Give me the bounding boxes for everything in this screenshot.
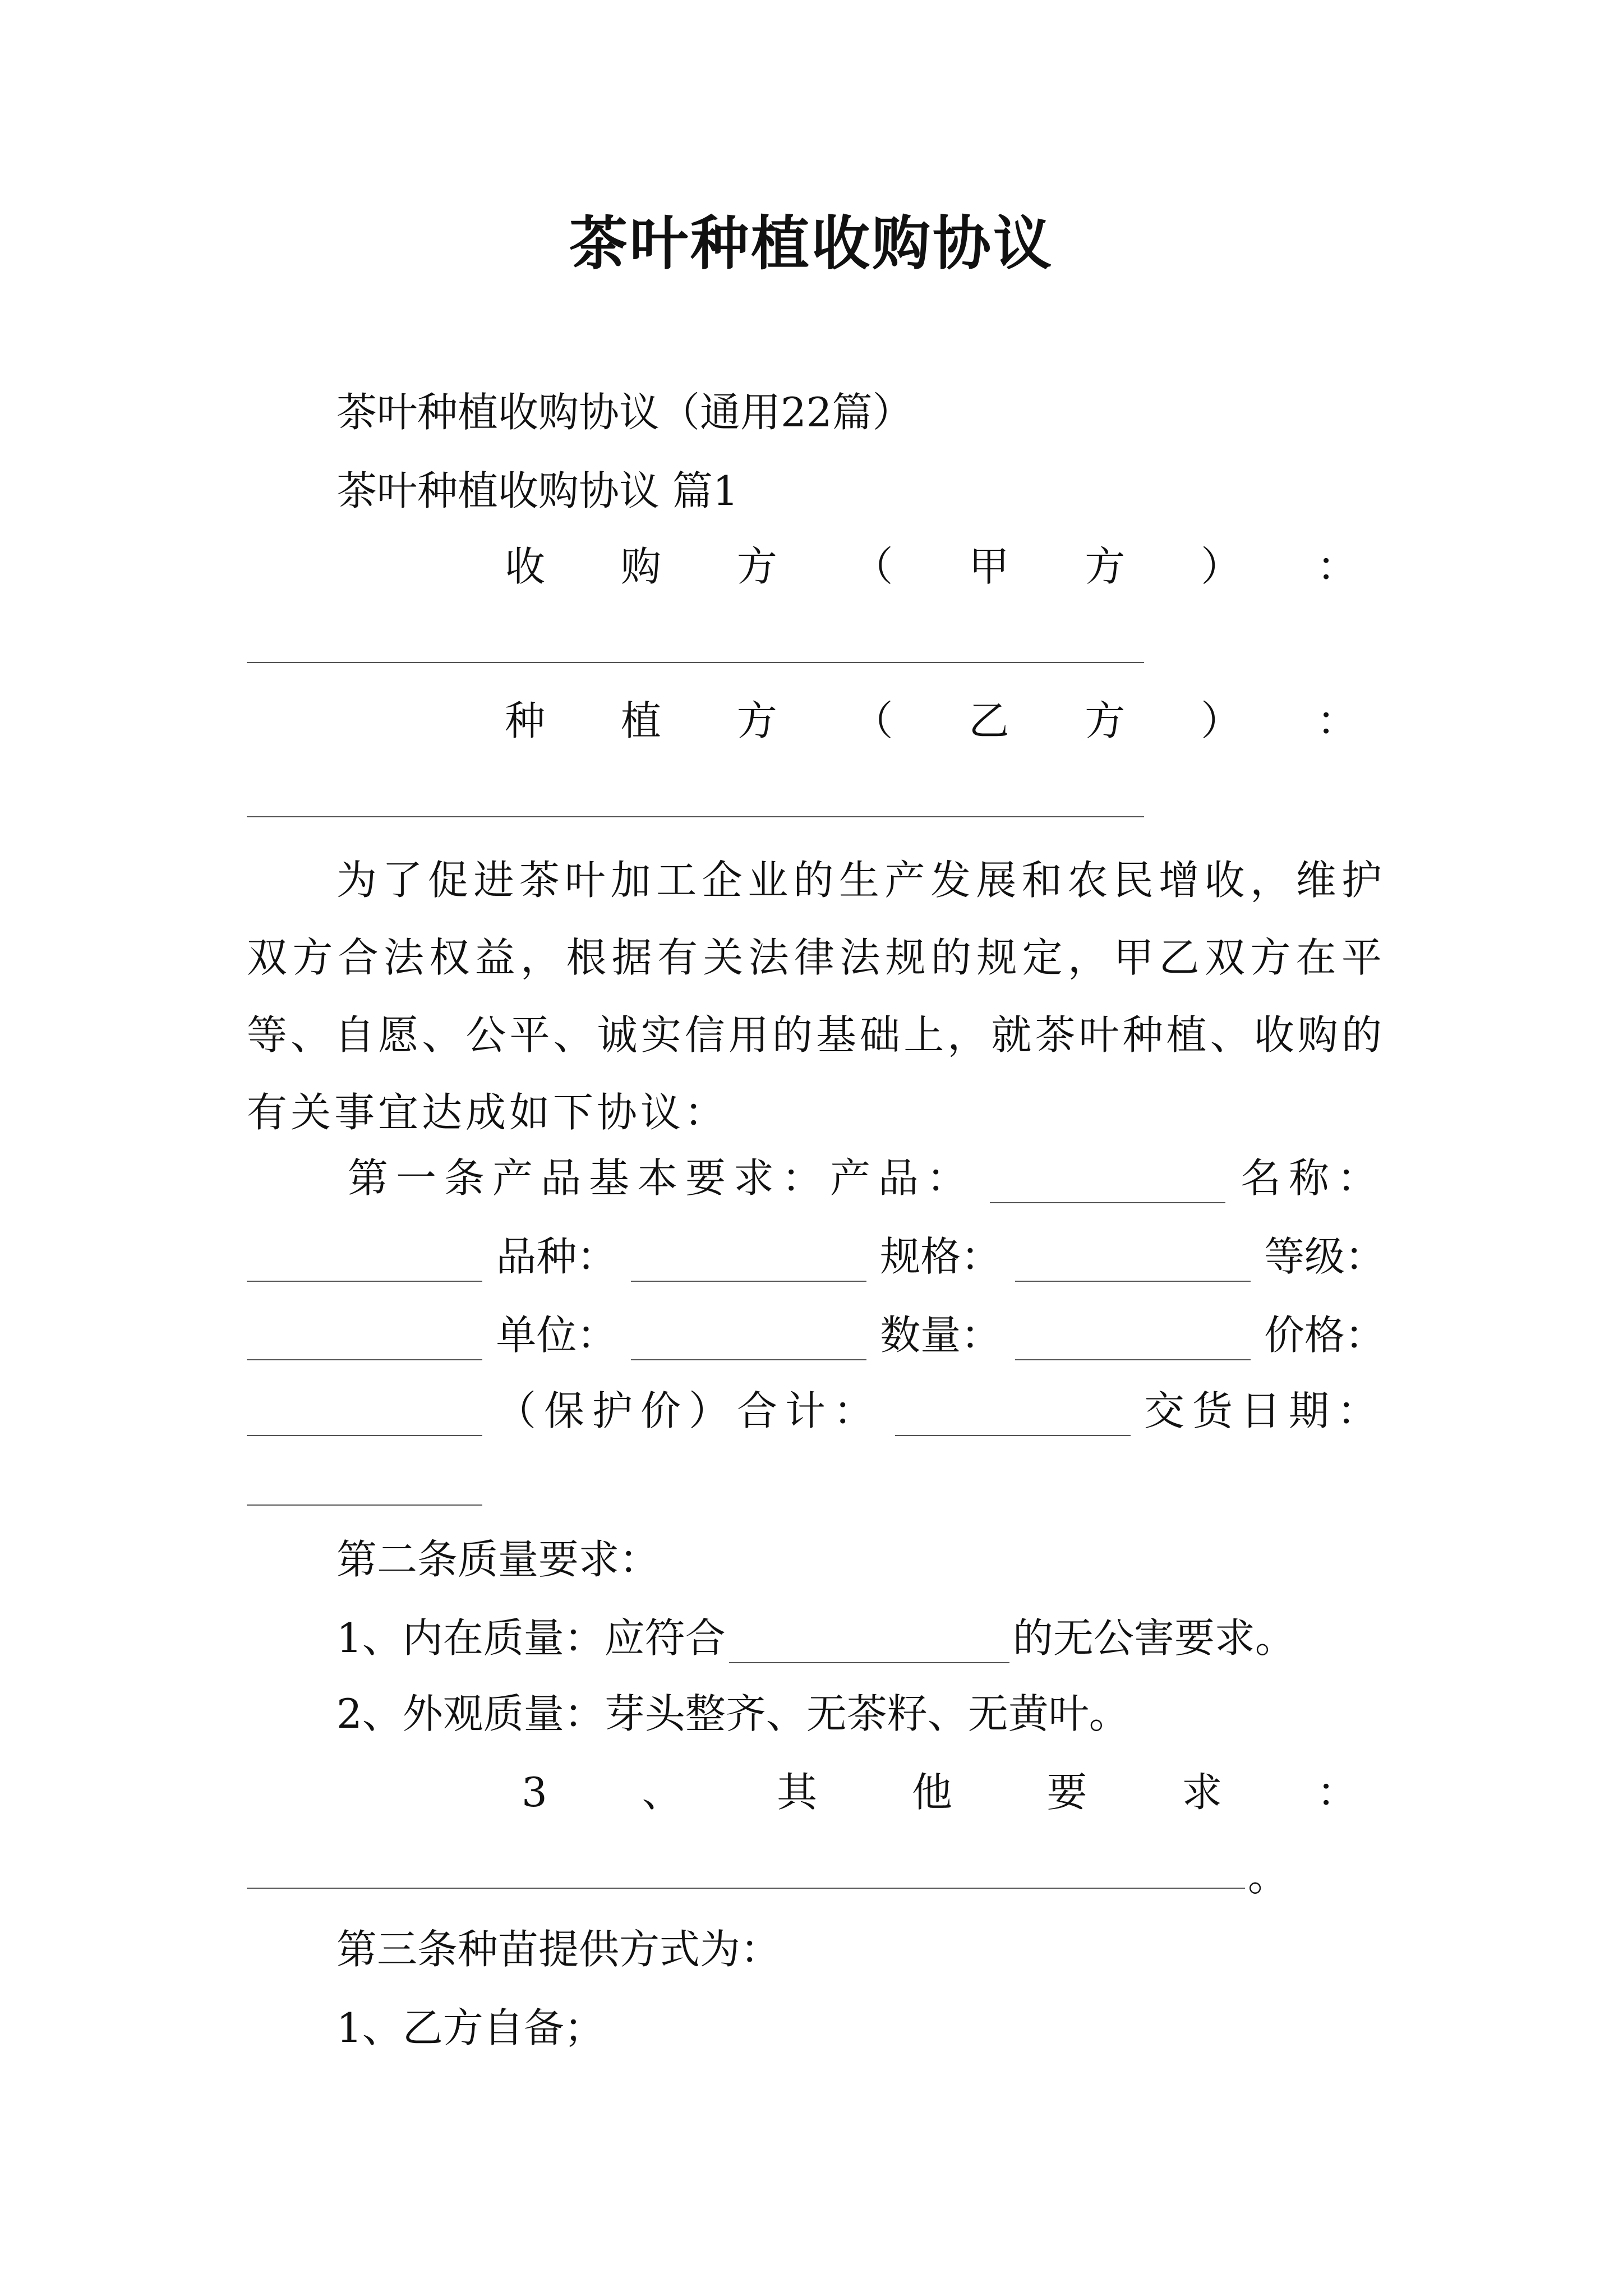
- grower-char: 方: [736, 697, 777, 744]
- buyer-char: ：: [1316, 543, 1357, 590]
- item3-end-period: 。: [1248, 1853, 1289, 1900]
- article1-row3: [247, 1310, 1385, 1360]
- buyer-char: 甲: [969, 543, 1009, 590]
- item3-char: 其: [777, 1769, 818, 1816]
- buyer-label: [505, 541, 1357, 592]
- protect-price-label: （保护价）合计：: [495, 1387, 882, 1434]
- article2-item1-post: 的无公害要求。: [1012, 1614, 1295, 1662]
- grower-char: ：: [1316, 697, 1357, 744]
- article2-item3: [522, 1767, 1357, 1818]
- grower-blank-line: [247, 816, 1144, 817]
- delivery-date-blank: [247, 1504, 482, 1506]
- name-label: 名称：: [1240, 1154, 1385, 1202]
- article1-row4: [247, 1386, 1385, 1436]
- name-blank: [247, 1236, 482, 1282]
- grower-char: 植: [620, 697, 661, 744]
- item3-char: 要: [1046, 1769, 1087, 1816]
- spec-blank: [1015, 1236, 1251, 1282]
- delivery-date-label: 交货日期：: [1144, 1387, 1385, 1434]
- spec-label: 规格：: [880, 1233, 1002, 1280]
- article2-heading: 第二条质量要求：: [336, 1536, 660, 1583]
- unit-blank: [631, 1314, 866, 1360]
- item3-char: 他: [911, 1769, 952, 1816]
- standard-blank: [729, 1617, 1009, 1663]
- article2-item2: 2、外观质量：芽头整齐、无茶籽、无黄叶。: [336, 1690, 1129, 1737]
- article2-item1-pre: 1、内在质量：应符合: [336, 1614, 726, 1662]
- grade-label: 等级：: [1264, 1233, 1385, 1280]
- grower-char: 方: [1085, 697, 1126, 744]
- grade-blank: [247, 1314, 482, 1360]
- article3-heading: 第三条种苗提供方式为：: [336, 1926, 781, 1973]
- buyer-char: 收: [505, 543, 546, 590]
- document-subtitle: 茶叶种植收购协议（通用22篇）: [336, 389, 913, 436]
- item3-char: ：: [1316, 1769, 1357, 1816]
- article2-item1: [336, 1613, 1295, 1663]
- unit-label: 单位：: [496, 1312, 617, 1359]
- price-label: 价格：: [1264, 1312, 1385, 1359]
- article1-row2: [247, 1231, 1385, 1282]
- total-blank: [895, 1390, 1131, 1436]
- variety-label: 品种：: [496, 1233, 617, 1280]
- section-heading: 茶叶种植收购协议 篇1: [336, 467, 739, 514]
- variety-blank: [631, 1236, 866, 1282]
- grower-label: [505, 696, 1357, 746]
- article3-item1: 1、乙方自备；: [336, 2004, 605, 2051]
- product-blank: [990, 1157, 1225, 1203]
- buyer-char: ）: [1201, 543, 1242, 590]
- quantity-label: 数量：: [880, 1312, 1002, 1359]
- buyer-char: 方: [736, 543, 777, 590]
- item3-char: 求: [1182, 1769, 1223, 1816]
- grower-char: ）: [1201, 697, 1242, 744]
- buyer-char: 方: [1085, 543, 1126, 590]
- buyer-char: 购: [620, 543, 661, 590]
- buyer-char: （: [852, 543, 893, 590]
- intro-paragraph: 为了促进茶叶加工企业的生产发展和农民增收，维护双方合法权益，根据有关法律法规的规定，甲乙双方在平等、自愿、公平、诚实信用的基础上，就茶叶种植、收购的有关事宜达成如下协议：: [247, 857, 1385, 1136]
- article1-row1: [247, 1153, 1385, 1203]
- grower-char: 乙: [969, 697, 1009, 744]
- grower-char: 种: [505, 697, 546, 744]
- buyer-blank-line: [247, 662, 1144, 663]
- item3-char: 、: [642, 1769, 683, 1816]
- quantity-blank: [1015, 1314, 1251, 1360]
- price-blank: [247, 1390, 482, 1436]
- item3-char: 3: [522, 1769, 547, 1816]
- document-title: 茶叶种植收购协议: [569, 209, 1054, 278]
- other-requirements-blank: [247, 1888, 1245, 1889]
- grower-char: （: [852, 697, 893, 744]
- article1-lead: 第一条产品基本要求：产品：: [348, 1154, 975, 1202]
